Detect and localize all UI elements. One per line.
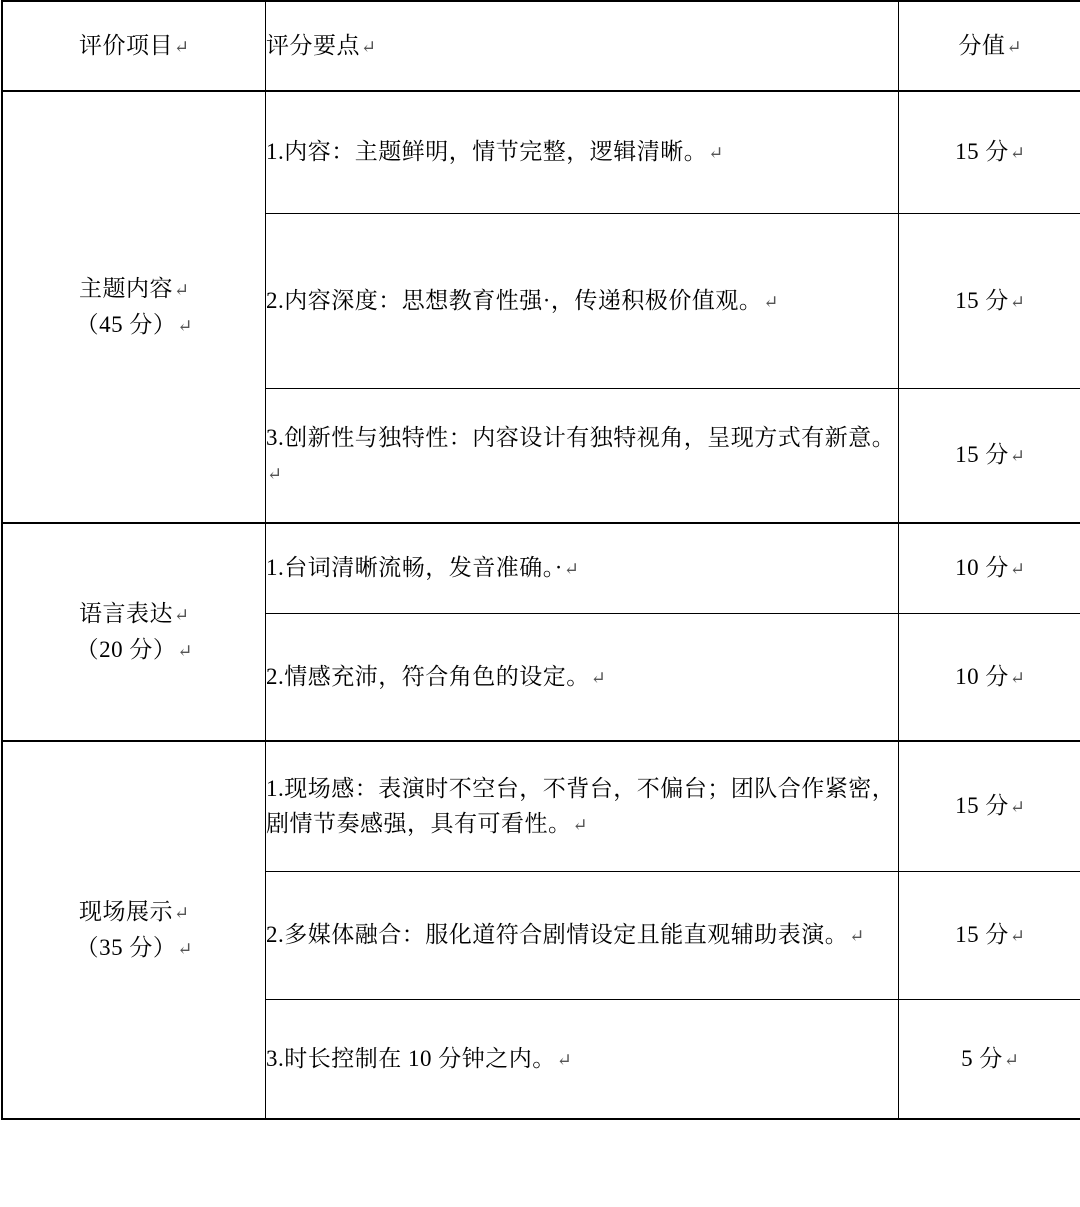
criteria-cell	[266, 999, 899, 1119]
criteria-cell	[266, 613, 899, 741]
score-text: 10 分	[955, 555, 1009, 581]
group-cell-performance	[2, 741, 266, 1119]
group-name-label: 现场展示↵	[78, 899, 190, 925]
pilcrow-icon: ↵	[1009, 446, 1025, 467]
score-cell	[899, 91, 1080, 213]
pilcrow-icon: ↵	[1009, 291, 1025, 312]
pilcrow-icon: ↵	[173, 903, 190, 924]
criteria-text: 1.台词清晰流畅，发音准确。·	[266, 555, 563, 581]
group-name-label: 主题内容↵	[78, 276, 190, 302]
header-cell-criteria	[266, 1, 899, 91]
pilcrow-icon: ↵	[173, 37, 190, 58]
pilcrow-icon: ↵	[1009, 667, 1025, 688]
table-header-row	[2, 1, 1080, 91]
pilcrow-icon: ↵	[1009, 143, 1025, 164]
table-body	[2, 91, 1080, 1119]
header-item-label: 评价项目	[78, 33, 173, 59]
pilcrow-icon: ↵	[763, 291, 779, 312]
criteria-cell	[266, 213, 899, 388]
group-cell-theme	[2, 91, 266, 523]
criteria-text: 1.现场感：表演时不空台，不背台，不偏台；团队合作紧密，剧情节奏感强，具有可看性。	[266, 775, 896, 837]
criteria-cell	[266, 523, 899, 613]
pilcrow-icon: ↵	[1003, 1049, 1019, 1070]
score-cell	[899, 523, 1080, 613]
criteria-text: 2.情感充沛，符合角色的设定。	[266, 663, 590, 689]
pilcrow-icon: ↵	[173, 280, 190, 301]
table-header	[2, 1, 1080, 91]
pilcrow-icon: ↵	[1009, 926, 1025, 947]
pilcrow-icon: ↵	[849, 926, 865, 947]
header-criteria-label: 评分要点	[266, 33, 360, 59]
pilcrow-icon: ↵	[177, 641, 193, 661]
pilcrow-icon: ↵	[590, 667, 606, 688]
score-text: 5 分	[961, 1045, 1003, 1071]
criteria-text: 2.内容深度：思想教育性强·，传递积极价值观。	[266, 287, 763, 313]
pilcrow-icon: ↵	[361, 37, 377, 58]
criteria-text: 3.创新性与独特性：内容设计有独特视角，呈现方式有新意。	[266, 424, 896, 450]
score-text: 15 分	[955, 139, 1009, 165]
score-text: 15 分	[955, 287, 1009, 313]
header-score-label: 分值	[958, 33, 1006, 59]
table-row	[2, 523, 1080, 613]
criteria-cell	[266, 741, 899, 871]
group-subtotal-label: （35 分）↵	[75, 935, 193, 960]
score-cell	[899, 871, 1080, 999]
pilcrow-icon: ↵	[572, 815, 588, 836]
pilcrow-icon: ↵	[1006, 37, 1022, 58]
pilcrow-icon: ↵	[563, 559, 580, 580]
header-cell-item	[2, 1, 266, 91]
group-subtotal-label: （45 分）↵	[75, 312, 193, 337]
score-cell	[899, 388, 1080, 523]
pilcrow-icon: ↵	[177, 939, 193, 959]
score-cell	[899, 999, 1080, 1119]
pilcrow-icon: ↵	[1009, 797, 1025, 818]
criteria-text: 2.多媒体融合：服化道符合剧情设定且能直观辅助表演。	[266, 922, 849, 948]
score-text: 10 分	[955, 663, 1009, 689]
table-row	[2, 91, 1080, 213]
score-cell	[899, 213, 1080, 388]
table-row	[2, 741, 1080, 871]
score-cell	[899, 741, 1080, 871]
criteria-cell	[266, 91, 899, 213]
scoring-rubric-table	[1, 0, 1080, 1120]
score-text: 15 分	[955, 922, 1009, 948]
group-cell-language	[2, 523, 266, 741]
pilcrow-icon: ↵	[177, 316, 193, 336]
group-subtotal-label: （20 分）↵	[75, 637, 193, 662]
criteria-text: 3.时长控制在 10 分钟之内。	[266, 1045, 556, 1071]
pilcrow-icon: ↵	[708, 143, 724, 164]
group-name-label: 语言表达↵	[78, 601, 190, 627]
pilcrow-icon: ↵	[556, 1049, 572, 1070]
criteria-cell	[266, 871, 899, 999]
pilcrow-icon: ↵	[267, 464, 283, 485]
score-text: 15 分	[955, 793, 1009, 819]
criteria-cell	[266, 388, 899, 523]
criteria-text: 1.内容：主题鲜明，情节完整，逻辑清晰。	[266, 139, 708, 165]
score-cell	[899, 613, 1080, 741]
pilcrow-icon: ↵	[1009, 559, 1025, 580]
header-cell-score	[899, 1, 1080, 91]
pilcrow-icon: ↵	[173, 605, 190, 626]
score-text: 15 分	[955, 442, 1009, 468]
